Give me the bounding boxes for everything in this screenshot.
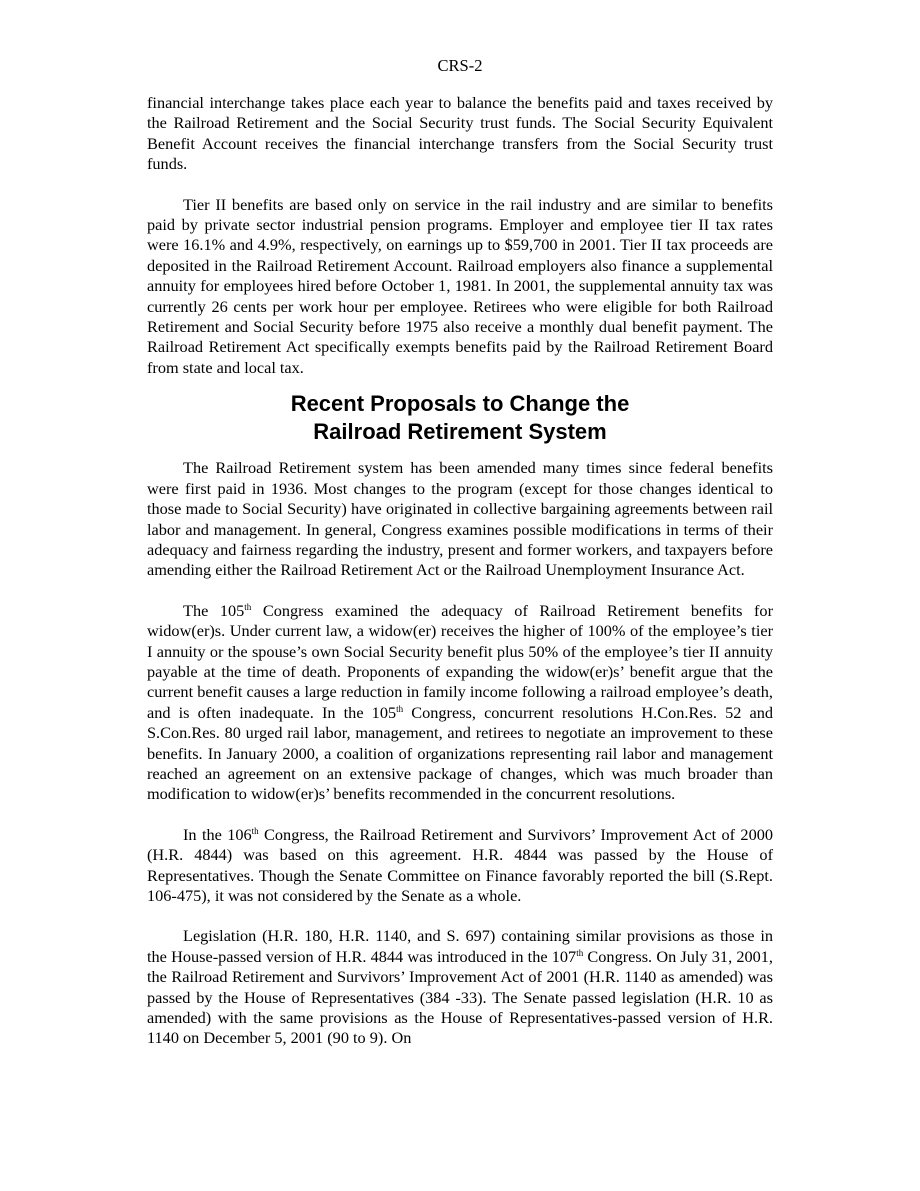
page-number-header: CRS-2: [437, 56, 483, 75]
paragraph-gap: [147, 906, 773, 926]
paragraph-105th-congress: [147, 601, 773, 805]
text-run: Congress. On July 31, 2001, the Railroad Retirement and Survivors’ Improvement Act of 2001 (H.R. 1140 as amended) was passed by the House of Representatives (384 -33). The Senate passed legislation (H.R. 10 as amended) with the same provisions as the House of Representatives-passed version of H.R. 1140 on December 5, 2001 (90 to 9). On: [147, 946, 773, 1048]
section-heading: [147, 390, 773, 446]
paragraph-tier-ii-benefits: Tier II benefits are based only on service in the rail industry and are similar to benefits paid by private sector industrial pension programs. Employer and employee tier II tax rates were 16.1% and 4.9%, respectively, on earnings up to $59,700 in 2001. Tier II tax proceeds are deposited in the Railroad Retirement Account. Railroad employers also finance a supplemental annuity for employees hired before October 1, 1981. In 2001, the supplemental annuity tax was currently 26 cents per work hour per employee. Retirees who were eligible for both Railroad Retirement and Social Security before 1975 also receive a monthly dual benefit payment. The Railroad Retirement Act specifically exempts benefits paid by the Railroad Retirement Board from state and local tax.: [147, 194, 773, 377]
text-run: Congress examined the adequacy of Railroad Retirement benefits for widow(er)s. Under current law, a widow(er) receives the higher of 100% of the employee’s tier I annuity or the spouse’s own Social Security benefit plus 50% of the employee’s tier II annuity payable at the time of death. Proponents of expanding the widow(er)s’ benefit argue that the current benefit causes a large reduction in family income following a railroad employee’s death, and is often inadequate. In the 105: [147, 600, 773, 722]
section-heading-line-2: Railroad Retirement System: [313, 419, 607, 445]
ordinal-superscript: th: [251, 825, 259, 836]
paragraph-gap: [147, 175, 773, 195]
paragraph-financial-interchange: financial interchange takes place each year to balance the benefits paid and taxes received by the Railroad Retirement and the Social Security trust funds. The Social Security Equivalent Benefit Account receives the financial interchange transfers from the Social Security trust funds.: [147, 93, 773, 174]
paragraph-107th-congress-legislation: [147, 926, 773, 1048]
ordinal-superscript: th: [244, 601, 252, 612]
document-body: [147, 93, 773, 1049]
ordinal-superscript: th: [576, 947, 584, 958]
paragraph-106th-congress: [147, 825, 773, 907]
text-run: Congress, concurrent resolutions H.Con.Res. 52 and S.Con.Res. 80 urged rail labor, management, and retirees to negotiate an improvement to these benefits. In January 2000, a coalition of organizations representing rail labor and management reached an agreement on an extensive package of changes, which was much broader than modification to widow(er)s’ benefits recommended in the concurrent resolutions.: [147, 702, 773, 804]
ordinal-superscript: th: [396, 703, 404, 714]
text-run: The 105: [183, 600, 245, 620]
paragraph-system-amendments: The Railroad Retirement system has been amended many times since federal benefits were first paid in 1936. Most changes to the program (except for those changes identical to those made to Social Security) have originated in collective bargaining agreements between rail labor and management. In general, Congress examines possible modifications in terms of their adequacy and fairness regarding the industry, present and former workers, and taxpayers before amending either the Railroad Retirement Act or the Railroad Unemployment Insurance Act.: [147, 458, 773, 580]
paragraph-gap: [147, 581, 773, 601]
text-run: In the 106: [183, 824, 252, 844]
section-heading-line-1: Recent Proposals to Change the: [290, 391, 630, 417]
text-run: Congress, the Railroad Retirement and Survivors’ Improvement Act of 2000 (H.R. 4844) was based on this agreement. H.R. 4844 was passed by the House of Representatives. Though the Senate Committee on Finance favorably reported the bill (S.Rept. 106-475), it was not considered by the Senate as a whole.: [147, 824, 773, 905]
paragraph-gap: [147, 805, 773, 825]
text-run: Legislation (H.R. 180, H.R. 1140, and S. 697) containing similar provisions as those in the House-passed version of H.R. 4844 was introduced in the 107: [147, 926, 773, 966]
